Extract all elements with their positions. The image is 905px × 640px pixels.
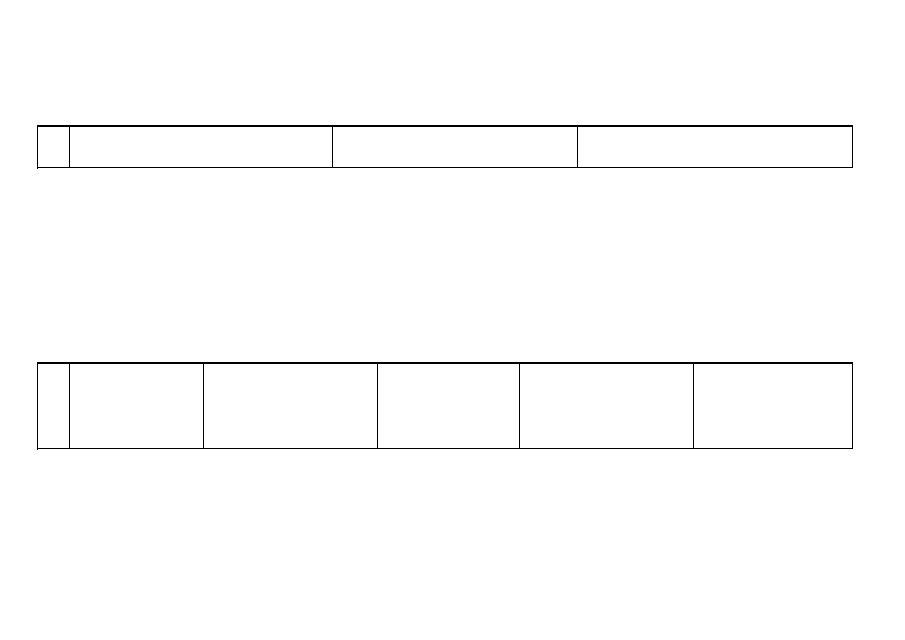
column-header-class	[38, 127, 70, 168]
column-header-class	[38, 364, 70, 449]
group-header	[70, 364, 204, 449]
group-header	[378, 364, 520, 449]
group-header	[204, 364, 378, 449]
table-concertmaster	[37, 125, 853, 168]
group-header	[520, 364, 694, 449]
group-header	[694, 364, 853, 449]
group-header	[70, 127, 333, 168]
group-header	[333, 127, 578, 168]
table-teacher	[37, 362, 853, 449]
group-header	[578, 127, 853, 168]
